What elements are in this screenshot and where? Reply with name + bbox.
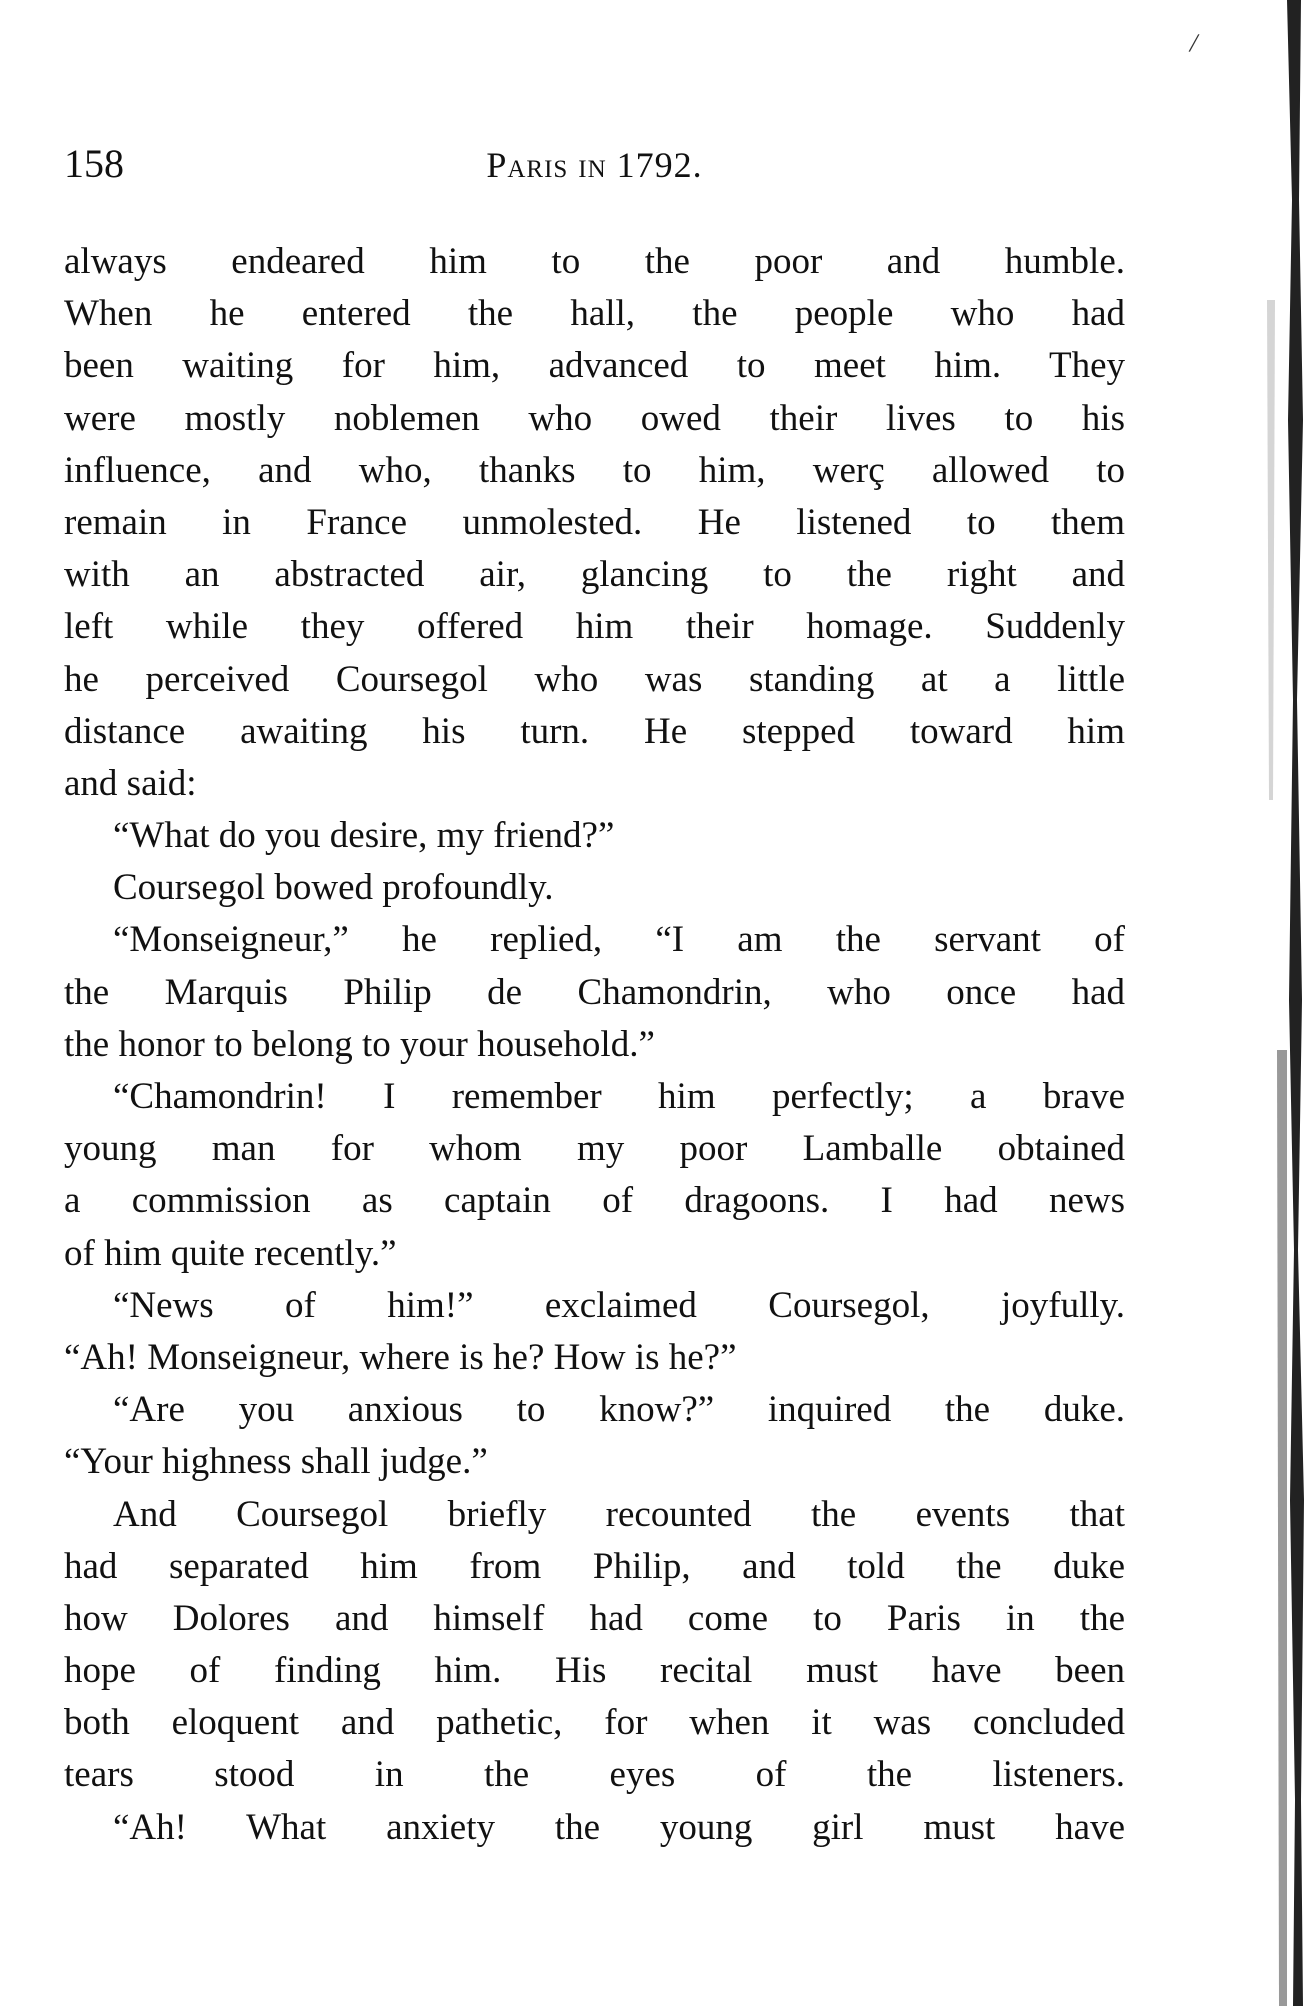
text-line: been waiting for him, advanced to meet him. They [64,345,1125,387]
scan-mark: / [1187,27,1201,60]
text-line: the honor to belong to your household.” [64,1023,655,1065]
text-line: of him quite recently.” [64,1232,397,1274]
text-line: “Ah! What anxiety the young girl must have [113,1806,1125,1848]
text-line: the Marquis Philip de Chamondrin, who once had [64,971,1125,1013]
text-line: “Monseigneur,” he replied, “I am the servant of [113,919,1125,961]
scanned-page-edge [1257,0,1315,2006]
text-line: And Coursegol briefly recounted the events that [113,1493,1125,1535]
text-line: “What do you desire, my friend?” [113,815,615,857]
page-header [64,140,1125,190]
text-line: hope of finding him. His recital must have been [64,1650,1125,1692]
text-line: both eloquent and pathetic, for when it was concluded [64,1702,1125,1744]
text-line: Coursegol bowed profoundly. [113,867,554,909]
text-line: were mostly noblemen who owed their lives to his [64,397,1125,439]
text-line: When he entered the hall, the people who had [64,293,1125,335]
text-line: he perceived Coursegol who was standing at a little [64,658,1125,700]
text-line: “News of him!” exclaimed Coursegol, joyfully. [113,1284,1125,1326]
text-line: “Ah! Monseigneur, where is he? How is he?” [64,1336,737,1378]
text-line: young man for whom my poor Lamballe obtained [64,1128,1125,1170]
text-line: had separated him from Philip, and told the duke [64,1545,1125,1587]
page-number: 158 [64,141,124,186]
text-line: “Chamondrin! I remember him perfectly; a brave [113,1076,1125,1117]
text-line: “Are you anxious to know?” inquired the duke. [113,1389,1125,1431]
text-line: influence, and who, thanks to him, werç allowed to [64,449,1125,491]
running-title: Paris in 1792. [486,145,703,185]
text-line: a commission as captain of dragoons. I had news [64,1180,1125,1222]
text-line: always endeared him to the poor and humble. [64,241,1125,282]
page-body [64,236,1125,1854]
text-line: left while they offered him their homage. Suddenly [64,606,1125,648]
text-line: tears stood in the eyes of the listeners. [64,1754,1125,1796]
text-line: remain in France unmolested. He listened to them [64,501,1125,543]
text-line: “Your highness shall judge.” [64,1441,488,1483]
text-line: with an abstracted air, glancing to the right and [64,554,1125,596]
text-line: distance awaiting his turn. He stepped toward him [64,710,1125,752]
text-line: and said: [64,762,197,804]
text-line: how Dolores and himself had come to Paris in the [64,1597,1125,1639]
